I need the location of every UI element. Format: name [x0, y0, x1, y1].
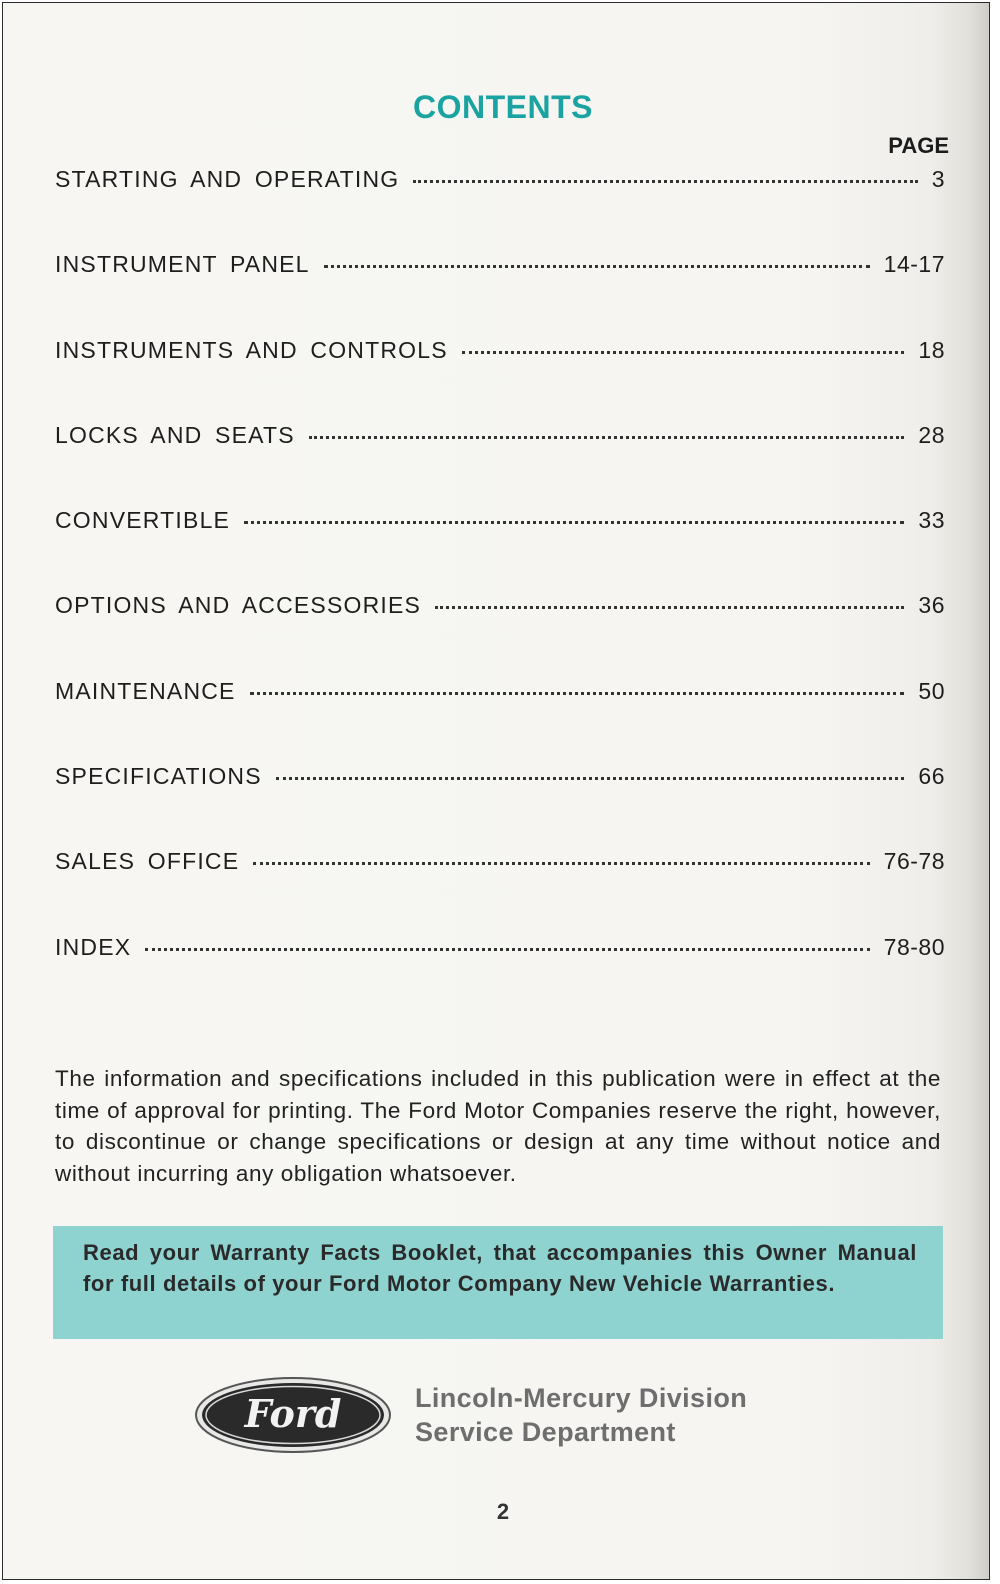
toc-entry-specifications[interactable] [55, 763, 945, 848]
toc-entry-page: 18 [918, 336, 945, 363]
publisher-footer [193, 1375, 747, 1455]
toc-entry-page: 28 [918, 421, 945, 448]
toc-entry-label: INSTRUMENTS AND CONTROLS [55, 336, 448, 363]
toc-entry-locks-and-seats[interactable] [55, 422, 945, 507]
toc-entry-starting-and-operating[interactable] [55, 166, 945, 251]
toc-entry-page: 78-80 [883, 933, 945, 960]
page-column-header: PAGE [888, 133, 949, 158]
dot-leader [435, 606, 904, 609]
dot-leader [244, 521, 904, 524]
toc-entry-label: LOCKS AND SEATS [55, 421, 295, 448]
dot-leader [253, 862, 869, 865]
division-block [415, 1381, 747, 1449]
toc-entry-instruments-and-controls[interactable] [55, 337, 945, 422]
dot-leader [462, 351, 905, 354]
toc-entry-label: SPECIFICATIONS [55, 763, 262, 790]
dot-leader [309, 436, 905, 439]
division-name: Lincoln-Mercury Division [415, 1383, 748, 1413]
ford-logo [193, 1375, 393, 1455]
toc-entry-label: INSTRUMENT PANEL [55, 251, 310, 278]
dot-leader [250, 692, 905, 695]
toc-entry-instrument-panel[interactable] [55, 251, 945, 336]
dot-leader [413, 180, 917, 183]
toc-entry-page: 50 [918, 677, 945, 704]
toc-entry-maintenance[interactable] [55, 678, 945, 763]
toc-entry-options-and-accessories[interactable] [55, 592, 945, 677]
toc-entry-label: OPTIONS AND ACCESSORIES [55, 592, 422, 619]
toc-entry-page: 33 [918, 507, 945, 534]
dot-leader [324, 265, 870, 268]
page-number: 2 [496, 1499, 510, 1524]
toc-entry-convertible[interactable] [55, 507, 945, 592]
toc-entry-page: 76-78 [883, 848, 945, 875]
toc-entry-page: 66 [918, 763, 945, 790]
toc-entry-label: SALES OFFICE [55, 848, 240, 875]
toc-entry-label: MAINTENANCE [55, 677, 236, 704]
toc-entry-label: STARTING AND OPERATING [55, 166, 400, 192]
page-title: CONTENTS [413, 89, 593, 125]
toc-entry-page: 3 [931, 166, 945, 192]
warranty-note-box: Read your Warranty Facts Booklet, that accompanies this Owner Manual for full details of your Ford Motor Company New Vehicle Warranties. [53, 1226, 943, 1339]
toc-entry-sales-office[interactable] [55, 848, 945, 933]
toc-entry-label: CONVERTIBLE [55, 507, 231, 534]
department-name: Service Department [415, 1417, 676, 1447]
toc-entry-index[interactable] [55, 934, 945, 1019]
toc-entry-page: 36 [918, 592, 945, 619]
manual-page [2, 2, 990, 1580]
disclaimer-paragraph: The information and specifications included in this publication were in effect at the time of approval for printing. The Ford Motor Companies reserve the right, however, to discontinue or change specifications or design at any time without notice and without incurring any obligation whatsoever. [55, 1066, 941, 1186]
ford-logo-text: Ford [244, 1391, 342, 1436]
dot-leader [145, 948, 869, 951]
table-of-contents [55, 166, 945, 1019]
toc-entry-page: 14-17 [883, 251, 945, 278]
toc-entry-label: INDEX [55, 933, 132, 960]
dot-leader [276, 777, 905, 780]
